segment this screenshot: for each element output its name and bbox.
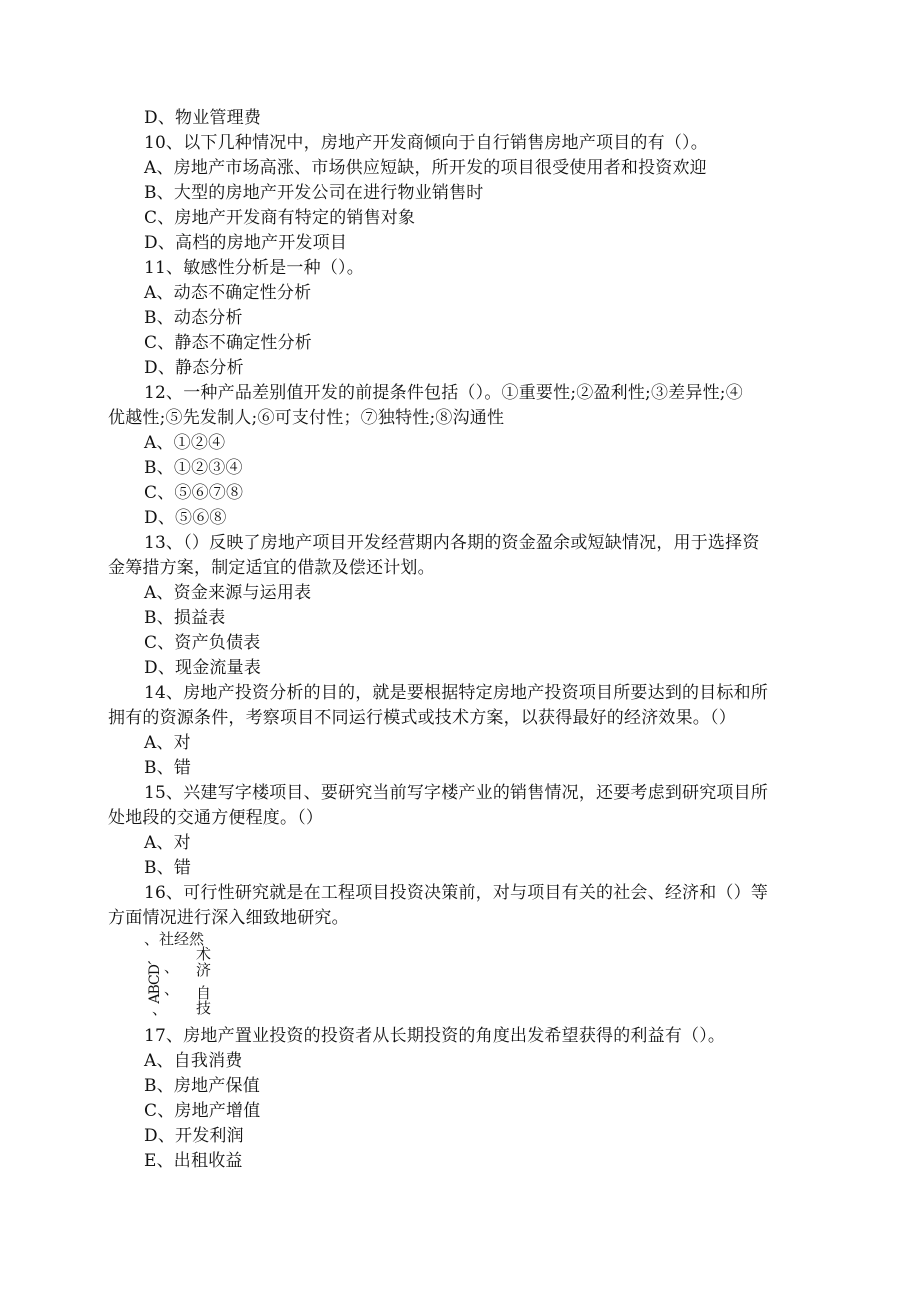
option-line: D、高档的房地产开发项目 bbox=[144, 233, 348, 253]
q16-garbled-sep: 、 bbox=[164, 980, 180, 998]
question-13: 13、（）反映了房地产项目开发经营期内各期的资金盈余或短缺情况，用于选择资 bbox=[144, 533, 760, 553]
q16-vertical-letters: ABCD、 bbox=[147, 952, 163, 1004]
option-line: C、资产负债表 bbox=[144, 633, 261, 653]
option-line: D、开发利润 bbox=[144, 1126, 244, 1146]
option-line: B、动态分析 bbox=[144, 308, 243, 328]
option-line: B、大型的房地产开发公司在进行物业销售时 bbox=[144, 183, 484, 203]
option-line: A、对 bbox=[144, 833, 191, 853]
q16-garbled-row: 、社经然 bbox=[144, 930, 205, 948]
question-10: 10、以下几种情况中，房地产开发商倾向于自行销售房地产项目的有（）。 bbox=[144, 133, 708, 153]
q16-garbled-char: 自 bbox=[196, 984, 212, 1002]
option-line: A、①②④ bbox=[144, 433, 226, 453]
option-line: B、错 bbox=[144, 858, 192, 878]
question-14-cont: 拥有的资源条件，考察项目不同运行模式或技术方案，以获得最好的经济效果。（） bbox=[108, 708, 736, 728]
q16-garbled-char: 济 bbox=[196, 961, 212, 979]
question-12-cont: 优越性;⑤先发制人;⑥可支付性；⑦独特性;⑧沟通性 bbox=[108, 408, 505, 428]
option-line: E、出租收益 bbox=[144, 1151, 243, 1171]
question-16-cont: 方面情况进行深入细致地研究。 bbox=[108, 908, 349, 928]
question-15-cont: 处地段的交通方便程度。（） bbox=[108, 808, 324, 828]
option-line: D、现金流量表 bbox=[144, 658, 262, 678]
question-11: 11、敏感性分析是一种（）。 bbox=[144, 258, 364, 278]
option-line: B、损益表 bbox=[144, 608, 226, 628]
option-line: A、动态不确定性分析 bbox=[144, 283, 312, 303]
question-17: 17、房地产置业投资的投资者从长期投资的角度出发希望获得的利益有（）。 bbox=[144, 1026, 726, 1046]
option-line: C、静态不确定性分析 bbox=[144, 333, 313, 353]
option-line: A、对 bbox=[144, 733, 191, 753]
option-line: A、资金来源与运用表 bbox=[144, 583, 312, 603]
option-line: D、⑤⑥⑧ bbox=[144, 508, 227, 528]
option-line: C、房地产开发商有特定的销售对象 bbox=[144, 208, 416, 228]
q16-garbled-char: 技 bbox=[196, 999, 212, 1017]
question-15: 15、兴建写字楼项目、要研究当前写字楼产业的销售情况，还要考虑到研究项目所 bbox=[144, 783, 769, 803]
question-13-cont: 金筹措方案，制定适宜的借款及偿还计划。 bbox=[108, 558, 435, 578]
question-12: 12、一种产品差别值开发的前提条件包括（）。①重要性;②盈利性;③差异性;④ bbox=[144, 383, 743, 403]
option-line: D、静态分析 bbox=[144, 358, 244, 378]
q16-garbled-char: 术 bbox=[196, 945, 212, 963]
text-line: D、物业管理费 bbox=[144, 108, 262, 128]
option-line: C、房地产增值 bbox=[144, 1101, 261, 1121]
question-14: 14、房地产投资分析的目的，就是要根据特定房地产投资项目所要达到的目标和所 bbox=[144, 683, 769, 703]
option-line: A、房地产市场高涨、市场供应短缺，所开发的项目很受使用者和投资欢迎 bbox=[144, 158, 707, 178]
option-line: B、①②③④ bbox=[144, 458, 243, 478]
question-16: 16、可行性研究就是在工程项目投资决策前，对与项目有关的社会、经济和（）等 bbox=[144, 883, 769, 903]
option-line: B、房地产保值 bbox=[144, 1076, 260, 1096]
option-line: B、错 bbox=[144, 758, 192, 778]
q16-garbled-sep: 、 bbox=[152, 1000, 168, 1018]
option-line: C、⑤⑥⑦⑧ bbox=[144, 483, 244, 503]
option-line: A、自我消费 bbox=[144, 1051, 243, 1071]
q16-garbled-sep: 、 bbox=[164, 958, 180, 976]
